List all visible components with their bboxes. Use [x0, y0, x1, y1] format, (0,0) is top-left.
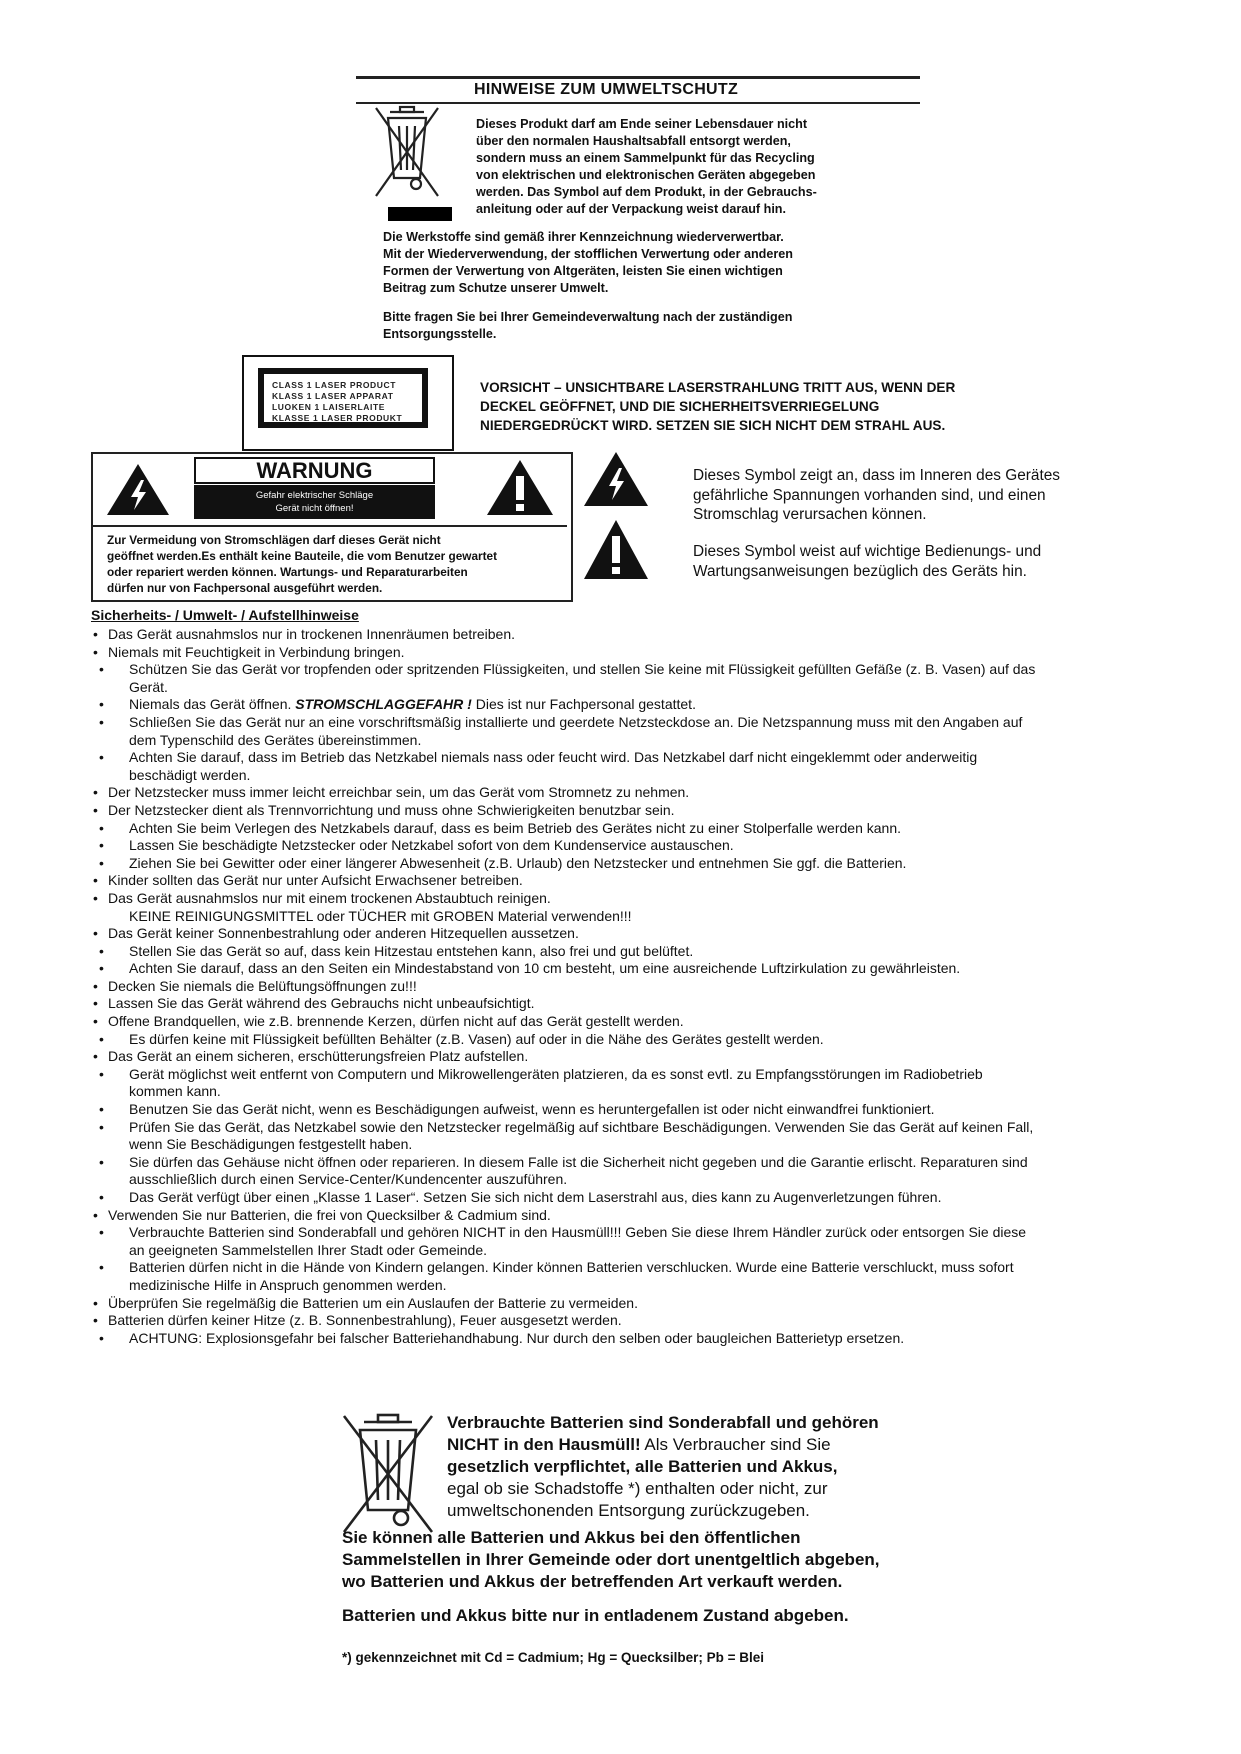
safety-list [91, 626, 1149, 1347]
text-line: über den normalen Haushaltsabfall entsorgt werden, [476, 134, 791, 148]
list-item [91, 1013, 1149, 1031]
list-item [91, 1066, 1149, 1101]
text-line: gefährliche Spannungen vorhanden sind, und einen [693, 486, 1046, 504]
text-line: Gefahr elektrischer Schläge [255, 490, 374, 501]
list-item [91, 943, 1149, 961]
laser-label-line: CLASS 1 LASER PRODUCT [272, 380, 397, 390]
text-line: Formen der Verwertung von Altgeräten, leisten Sie einen wichtigen [383, 264, 783, 278]
text-line: geöffnet werden.Es enthält keine Bauteile, die vom Benutzer gewartet [107, 549, 498, 563]
text-line: • Benutzen Sie das Gerät nicht, wenn es Beschädigungen aufweist, wenn es heruntergefallen ist oder nicht einwandfrei funktioniert. [129, 1101, 935, 1118]
list-item [91, 1224, 1149, 1259]
list-item [91, 837, 1149, 855]
battery-discharge-note: Batterien und Akkus bitte nur in entladenem Zustand abgeben. [342, 1606, 849, 1625]
safety-section-title: Sicherheits- / Umwelt- / Aufstellhinweise [91, 607, 359, 623]
text-line: VORSICHT – UNSICHTBARE LASERSTRAHLUNG TRITT AUS, WENN DER [480, 380, 956, 395]
list-item [91, 1330, 1149, 1348]
text-line: • Das Gerät ausnahmslos nur mit einem trockenen Abstaubtuch reinigen. [108, 889, 551, 906]
text-line: • Schützen Sie das Gerät vor tropfenden oder spritzenden Flüssigkeiten, und stellen Sie keine mit Flüssigkeit gefüllten Gefäße (z. B. Vasen) auf das [129, 661, 1036, 678]
laser-label-line: KLASS 1 LASER APPARAT [272, 391, 394, 401]
text-line: • Das Gerät an einem sicheren, erschütterungsfreien Platz aufstellen. [108, 1048, 529, 1065]
text-line: • Lassen Sie beschädigte Netzstecker oder Netzkabel sofort von dem Kundenservice austauschen. [129, 837, 734, 854]
text-line: dürfen nur von Fachpersonal ausgeführt werden. [107, 581, 383, 595]
text-line: Dies ist nur Fachpersonal gestattet. [475, 696, 696, 713]
text-line: umweltschonenden Entsorgung zurückzugeben. [447, 1501, 810, 1520]
laser-caution-text [480, 378, 1040, 435]
laser-label-line: LUOKEN 1 LAISERLAITE [272, 402, 386, 412]
text-line: beschädigt werden. [129, 766, 251, 783]
list-item [91, 1189, 1149, 1207]
text-line: • Achten Sie beim Verlegen des Netzkabels darauf, dass es beim Betrieb des Gerätes nicht zu einer Stolperfalle werden kann. [129, 819, 901, 836]
text-line: • Der Netzstecker muss immer leicht erreichbar sein, um das Gerät vom Stromnetz zu nehmen. [108, 784, 690, 801]
text-line: Sammelstellen in Ihrer Gemeinde oder dort unentgeltlich abgeben, [342, 1550, 880, 1569]
text-line: • Offene Brandquellen, wie z.B. brennende Kerzen, dürfen nicht auf das Gerät gestellt werden. [108, 1013, 684, 1030]
exclamation-symbol-explanation [693, 542, 1123, 581]
text-line: • Niemals mit Feuchtigkeit in Verbindung bringen. [108, 643, 405, 660]
text-line: anleitung oder auf der Verpackung weist darauf hin. [476, 202, 787, 216]
text-line: • Achten Sie darauf, dass an den Seiten ein Mindestabstand von 10 cm besteht, um eine ausreichende Luftzirkulation zu gewährleisten. [129, 960, 961, 977]
text-line: • Der Netzstecker dient als Trennvorrichtung und muss ohne Schwierigkeiten benutzbar sein. [108, 801, 675, 818]
text-line: KEINE REINIGUNGSMITTEL oder TÜCHER mit GROBEN Material verwenden!!! [129, 907, 632, 924]
text-line: • Das Gerät verfügt über einen „Klasse 1 Laser“. Setzen Sie sich nicht dem Laserstrahl aus, dies kann zu Augenverletzungen führen. [129, 1189, 942, 1205]
crossed-wheelie-bin-icon [372, 104, 442, 200]
text-line: kommen kann. [129, 1083, 221, 1100]
text-line: • Ziehen Sie bei Gewitter oder einer längerer Abwesenheit (z.B. Urlaub) den Netzstecker und entnehmen Sie ggf. die Batterien. [129, 854, 907, 871]
text-line: • Sie dürfen das Gehäuse nicht öffnen oder reparieren. In diesem Falle ist die Sicherheit nicht gegeben und die Garantie erlischt. Reparaturen sind [129, 1153, 1028, 1170]
text-line: • Überprüfen Sie regelmäßig die Batterien um ein Auslaufen der Batterie zu vermeiden. [108, 1294, 638, 1311]
text-line: Dieses Symbol weist auf wichtige Bedienungs- und [693, 543, 1042, 560]
text-line: dem Typenschild des Gerätes übereinstimmen. [129, 731, 422, 748]
text-line: • Das Gerät keiner Sonnenbestrahlung oder anderen Hitzequellen aussetzen. [108, 925, 579, 942]
text-line: • Achten Sie darauf, dass im Betrieb das Netzkabel niemals nass oder feucht wird. Das Netzkabel darf nicht eingeklemmt oder anderweitig [129, 749, 978, 766]
list-item [91, 890, 1149, 925]
text-line: Zur Vermeidung von Stromschlägen darf dieses Gerät nicht [107, 533, 441, 547]
text-line: Als Verbraucher sind Sie [644, 1435, 831, 1454]
text-line: • Gerät möglichst weit entfernt von Computern und Mikrowellengeräten platzieren, da es sonst evtl. zu Empfangsstörungen im Radiobetrieb [129, 1065, 983, 1082]
text-line: wo Batterien und Akkus der betreffenden Art verkauft werden. [342, 1572, 843, 1591]
warning-subtitle [194, 485, 435, 519]
laser-label-line: KLASSE 1 LASER PRODUKT [272, 413, 403, 423]
list-item [91, 1259, 1149, 1294]
text-line: • Schließen Sie das Gerät nur an eine vorschriftsmäßig installierte und geerdete Netzsteckdose an. Die Netzspannung muss mit den Angaben auf [129, 713, 1023, 730]
text-line: NICHT in den Hausmüll! [447, 1435, 641, 1454]
warning-title: WARNUNG [194, 457, 435, 484]
list-item [91, 1119, 1149, 1154]
environment-title: HINWEISE ZUM UMWELTSCHUTZ [474, 81, 739, 98]
environment-paragraph-1 [476, 116, 896, 218]
list-item [91, 784, 1149, 802]
text-line: • Das Gerät ausnahmslos nur in trockenen Innenräumen betreiben. [108, 626, 516, 642]
list-item [91, 1295, 1149, 1313]
battery-collection-paragraph [342, 1527, 922, 1593]
exclamation-warning-icon [485, 458, 555, 517]
text-line: • Decken Sie niemals die Belüftungsöffnungen zu!!! [108, 977, 417, 994]
battery-notice-paragraph [447, 1412, 917, 1522]
text-line: Stromschlag verursachen können. [693, 506, 927, 523]
text-line: Bitte fragen Sie bei Ihrer Gemeindeverwaltung nach der zuständigen [383, 310, 793, 324]
text-line: sondern muss an einem Sammelpunkt für das Recycling [476, 151, 815, 165]
text-line: gesetzlich verpflichtet, alle Batterien und Akkus, [447, 1457, 838, 1476]
text-line: Beitrag zum Schutze unserer Umwelt. [383, 281, 609, 295]
text-line: ausschließlich durch einen Service-Center/Kundencenter auszuführen. [129, 1171, 568, 1188]
text-line: Dieses Symbol zeigt an, dass im Inneren des Gerätes [693, 467, 1060, 484]
environment-header [356, 76, 920, 104]
text-line: Dieses Produkt darf am Ende seiner Lebensdauer nicht [476, 117, 808, 131]
text-line: • Batterien dürfen keiner Hitze (z. B. Sonnenbestrahlung), Feuer ausgesetzt werden. [108, 1312, 622, 1329]
text-line: • ACHTUNG: Explosionsgefahr bei falscher Batteriehandhabung. Nur durch den selben oder baugleichen Batterietyp ersetzen. [129, 1329, 905, 1346]
text-line: wenn Sie Beschädigungen festgestellt haben. [129, 1136, 413, 1153]
text-line: • Prüfen Sie das Gerät, das Netzkabel sowie den Netzstecker regelmäßig auf sichtbare Beschädigungen. Verwenden Sie das Gerät auf keinen Fall, [129, 1118, 1034, 1135]
list-item [91, 1048, 1149, 1066]
environment-paragraph-2 [383, 229, 883, 297]
battery-footnote: *) gekennzeichnet mit Cd = Cadmium; Hg = Quecksilber; Pb = Blei [342, 1650, 764, 1665]
list-item [91, 820, 1149, 838]
text-line: an geeigneten Sammelstellen Ihrer Stadt oder Gemeinde. [129, 1241, 487, 1258]
text-line: • Verbrauchte Batterien sind Sonderabfall und gehören NICHT in den Hausmüll!!! Geben Sie diese Ihrem Händler zurück oder entsorgen Sie diese [129, 1224, 1027, 1241]
text-line: egal ob sie Schadstoffe *) enthalten oder nicht, zur [447, 1479, 828, 1498]
text-line: Wartungsanweisungen bezüglich des Geräts hin. [693, 562, 1027, 580]
list-item [91, 925, 1149, 943]
list-item [91, 644, 1149, 662]
list-item [91, 1154, 1149, 1189]
text-line: • Verwenden Sie nur Batterien, die frei von Quecksilber & Cadmium sind. [108, 1206, 551, 1223]
list-item [91, 872, 1149, 890]
list-item [91, 960, 1149, 978]
list-item [91, 661, 1149, 696]
text-line: DECKEL GEÖFFNET, UND DIE SICHERHEITSVERRIEGELUNG [480, 399, 880, 414]
text-line: Die Werkstoffe sind gemäß ihrer Kennzeichnung wiederverwertbar. [383, 230, 784, 244]
environment-paragraph-3 [383, 309, 883, 343]
text-line: von elektrischen und elektronischen Geräten abgegeben [476, 168, 816, 182]
list-item [91, 714, 1149, 749]
text-line: • Es dürfen keine mit Flüssigkeit befüllten Behälter (z.B. Vasen) auf oder in die Nähe des Gerätes gestellt werden. [129, 1030, 824, 1047]
text-line: • Stellen Sie das Gerät so auf, dass kein Hitzestau entstehen kann, also frei und gut belüftet. [129, 942, 694, 959]
list-item [91, 1101, 1149, 1119]
text-line: Niemals das Gerät öffnen. [129, 696, 292, 713]
list-item [91, 1312, 1149, 1330]
lightning-warning-icon [105, 462, 171, 517]
text-line: Gerät. [129, 678, 168, 695]
text-line: NIEDERGEDRÜCKT WIRD. SETZEN SIE SICH NICHT DEM STRAHL AUS. [480, 418, 946, 433]
crossed-battery-bin-icon [338, 1410, 438, 1538]
laser-class-label [258, 368, 428, 428]
text-line: • Lassen Sie das Gerät während des Gebrauchs nicht unbeaufsichtigt. [108, 995, 535, 1012]
text-line: • Batterien dürfen nicht in die Hände von Kindern gelangen. Kinder können Batterien verschlucken. Wurde eine Batterie verschluckt, muss sofort [129, 1259, 1014, 1276]
warning-header [194, 457, 435, 519]
text-line: Verbrauchte Batterien sind Sonderabfall und gehören [447, 1413, 879, 1432]
warning-text [107, 532, 557, 596]
list-item [91, 1207, 1149, 1225]
shock-hazard-emphasis: STROMSCHLAGGEFAHR ! [295, 696, 472, 713]
text-line: • Kinder sollten das Gerät nur unter Aufsicht Erwachsener betreiben. [108, 872, 523, 889]
text-line: Entsorgungsstelle. [383, 327, 497, 341]
solid-bar-icon [388, 207, 452, 221]
list-item [91, 802, 1149, 820]
text-line: werden. Das Symbol auf dem Produkt, in der Gebrauchs- [476, 185, 817, 199]
list-item [91, 995, 1149, 1013]
exclamation-warning-icon [582, 518, 650, 581]
list-item [91, 626, 1149, 644]
text-line: Sie können alle Batterien und Akkus bei den öffentlichen [342, 1528, 801, 1547]
text-line: Gerät nicht öffnen! [275, 503, 354, 514]
list-item [91, 1031, 1149, 1049]
text-line: oder repariert werden können. Wartungs- und Reparaturarbeiten [107, 565, 468, 579]
divider [93, 525, 567, 527]
list-item [91, 696, 1149, 714]
list-item [91, 855, 1149, 873]
text-line: medizinische Hilfe in Anspruch genommen werden. [129, 1276, 447, 1293]
text-line: Mit der Wiederverwendung, der stofflichen Verwertung oder anderen [383, 247, 793, 261]
lightning-symbol-explanation [693, 466, 1123, 525]
lightning-warning-icon [582, 450, 650, 508]
list-item [91, 749, 1149, 784]
list-item [91, 978, 1149, 996]
